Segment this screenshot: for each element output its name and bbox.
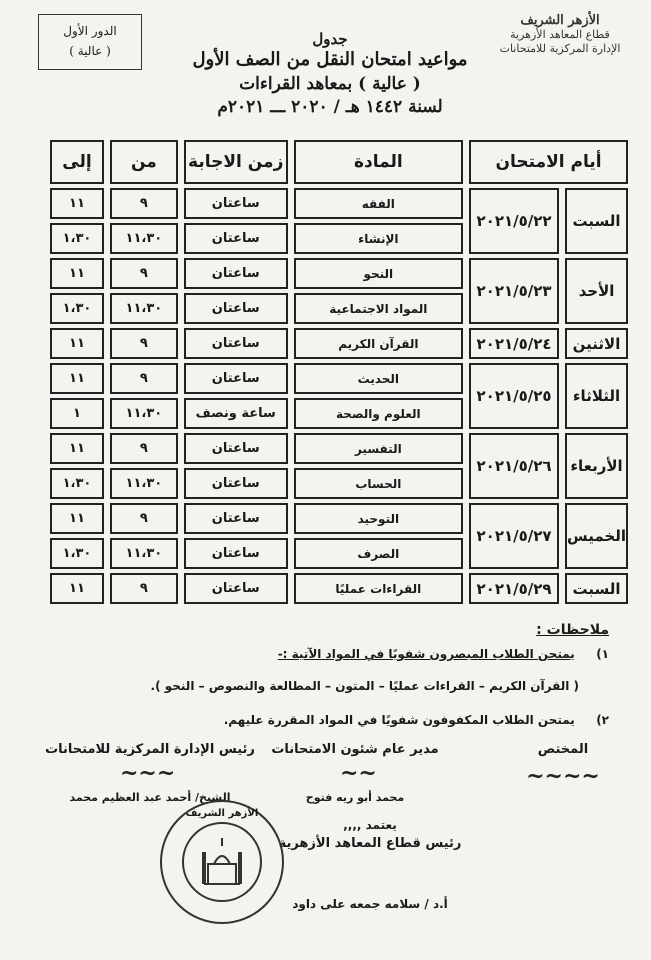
org-line-admin: الإدارة المركزية للامتحانات — [499, 42, 621, 55]
title-line-2: مواعيد امتحان النقل من الصف الأول — [192, 49, 468, 70]
duration-cell: ساعتان — [184, 188, 288, 219]
signature-head-central — [40, 742, 260, 804]
duration-cell: ساعتان — [184, 503, 288, 534]
note-number: ٢) — [596, 713, 609, 727]
approval-title: رئيس قطاع المعاهد الأزهرية — [278, 836, 462, 851]
head-central-title: رئيس الإدارة المركزية للامتحانات — [45, 742, 255, 757]
table-row — [50, 328, 628, 359]
handwritten-signature: ~~~ — [120, 760, 176, 786]
subject-cell: العلوم والصحة — [294, 398, 464, 429]
duration-cell: ساعتان — [184, 363, 288, 394]
mosque-emblem-icon — [182, 822, 262, 902]
from-cell: ٩ — [110, 503, 178, 534]
subject-cell: الحديث — [294, 363, 464, 394]
title-line-3: ( عالية ) بمعاهد القراءات — [239, 74, 421, 94]
from-cell: ١١،٣٠ — [110, 223, 178, 254]
date-cell: ٢٠٢١/٥/٢٣ — [469, 258, 559, 324]
director-title: مدير عام شئون الامتحانات — [271, 742, 439, 757]
round-label: الدور الأول — [63, 24, 117, 38]
table-row — [50, 503, 628, 534]
signature-approval — [250, 818, 490, 911]
title-line-4: لسنة ١٤٤٢ هـ / ٢٠٢٠ ـــ ٢٠٢١م — [217, 97, 443, 117]
head-central-name: الشيخ/ أحمد عبد العظيم محمد — [69, 791, 231, 804]
date-cell: ٢٠٢١/٥/٢٦ — [469, 433, 559, 499]
duration-cell: ساعتان — [184, 223, 288, 254]
to-cell: ١١ — [50, 433, 104, 464]
table-row — [50, 188, 628, 219]
from-cell: ٩ — [110, 433, 178, 464]
table-row — [50, 363, 628, 394]
day-cell: الثلاثاء — [565, 363, 628, 429]
subject-cell: الإنشاء — [294, 223, 464, 254]
duration-cell: ساعتان — [184, 433, 288, 464]
from-cell: ٩ — [110, 188, 178, 219]
org-line-azhar: الأزهر الشريف — [520, 13, 600, 28]
approval-label: يعتمد ,,,, — [343, 818, 397, 832]
from-cell: ١١،٣٠ — [110, 468, 178, 499]
note-text: يمتحن الطلاب المبصرون شفويًا في المواد الآتية :- — [277, 647, 575, 661]
from-cell: ٩ — [110, 258, 178, 289]
organization-header — [485, 14, 635, 56]
day-cell: الاثنين — [565, 328, 628, 359]
to-cell: ١،٣٠ — [50, 538, 104, 569]
from-cell: ١١،٣٠ — [110, 293, 178, 324]
duration-cell: ساعتان — [184, 538, 288, 569]
title-line-1: جدول — [312, 30, 348, 48]
day-cell: السبت — [565, 188, 628, 254]
subject-cell: القرآن الكريم — [294, 328, 464, 359]
from-cell: ١١،٣٠ — [110, 538, 178, 569]
specialist-title: المختص — [537, 742, 589, 757]
date-cell: ٢٠٢١/٥/٢٢ — [469, 188, 559, 254]
to-cell: ١١ — [50, 328, 104, 359]
org-line-sector: قطاع المعاهد الأزهرية — [510, 28, 610, 41]
duration-cell: ساعتان — [184, 258, 288, 289]
table-body — [50, 188, 628, 604]
from-cell: ٩ — [110, 363, 178, 394]
note-item-1 — [39, 644, 609, 664]
subject-cell: التفسير — [294, 433, 464, 464]
duration-cell: ساعتان — [184, 328, 288, 359]
subject-cell: النحو — [294, 258, 464, 289]
to-cell: ١١ — [50, 503, 104, 534]
duration-cell: ساعتان — [184, 293, 288, 324]
notes-section — [39, 620, 609, 730]
subject-cell: المواد الاجتماعية — [294, 293, 464, 324]
note-item-2 — [39, 710, 609, 730]
page-title — [170, 30, 490, 118]
duration-cell: ساعتان — [184, 573, 288, 604]
date-cell: ٢٠٢١/٥/٢٩ — [469, 573, 559, 604]
schedule-table-wrapper — [44, 136, 634, 608]
header-subject: المادة — [294, 140, 464, 184]
header-duration: زمن الاجابة — [184, 140, 288, 184]
signature-director — [250, 742, 460, 804]
subject-cell: الفقه — [294, 188, 464, 219]
date-cell: ٢٠٢١/٥/٢٥ — [469, 363, 559, 429]
subject-cell: التوحيد — [294, 503, 464, 534]
stamp-text: الأزهر الشريف — [185, 808, 259, 819]
day-cell: الأربعاء — [565, 433, 628, 499]
from-cell: ١١،٣٠ — [110, 398, 178, 429]
note-item-1-detail: ( القرآن الكريم – القراءات عمليًا – المتون – المطالعة والنصوص – النحو ). — [150, 679, 579, 693]
subject-cell: الحساب — [294, 468, 464, 499]
handwritten-signature: ~~ — [340, 760, 377, 786]
signature-specialist — [513, 742, 613, 789]
to-cell: ١،٣٠ — [50, 293, 104, 324]
director-name: محمد أبو ريه فتوح — [305, 791, 405, 804]
mosque-icon — [184, 824, 260, 900]
date-cell: ٢٠٢١/٥/٢٧ — [469, 503, 559, 569]
from-cell: ٩ — [110, 328, 178, 359]
note-number: ١) — [596, 647, 609, 661]
handwritten-signature: ~~~~ — [526, 763, 600, 789]
note-text: يمتحن الطلاب المكفوفون شفويًا في المواد المقررة عليهم. — [223, 713, 575, 727]
table-row — [50, 573, 628, 604]
table-header-row — [50, 140, 628, 184]
header-to: إلى — [50, 140, 104, 184]
schedule-table — [44, 136, 634, 608]
table-row — [50, 433, 628, 464]
from-cell: ٩ — [110, 573, 178, 604]
duration-cell: ساعة ونصف — [184, 398, 288, 429]
day-cell: السبت — [565, 573, 628, 604]
day-cell: الخميس — [565, 503, 628, 569]
table-row — [50, 258, 628, 289]
notes-heading: ملاحظات : — [536, 622, 609, 638]
date-cell: ٢٠٢١/٥/٢٤ — [469, 328, 559, 359]
header-exam-days: أيام الامتحان — [469, 140, 628, 184]
duration-cell: ساعتان — [184, 468, 288, 499]
day-cell: الأحد — [565, 258, 628, 324]
to-cell: ١١ — [50, 258, 104, 289]
header-from: من — [110, 140, 178, 184]
to-cell: ١ — [50, 398, 104, 429]
to-cell: ١١ — [50, 363, 104, 394]
round-box — [38, 14, 142, 70]
to-cell: ١١ — [50, 188, 104, 219]
approval-name: أ.د / سلامه جمعه على داود — [292, 897, 448, 911]
to-cell: ١،٣٠ — [50, 223, 104, 254]
level-label: ( عالية ) — [69, 44, 111, 58]
to-cell: ١،٣٠ — [50, 468, 104, 499]
subject-cell: الصرف — [294, 538, 464, 569]
official-stamp — [160, 800, 284, 924]
subject-cell: القراءات عمليًا — [294, 573, 464, 604]
to-cell: ١١ — [50, 573, 104, 604]
